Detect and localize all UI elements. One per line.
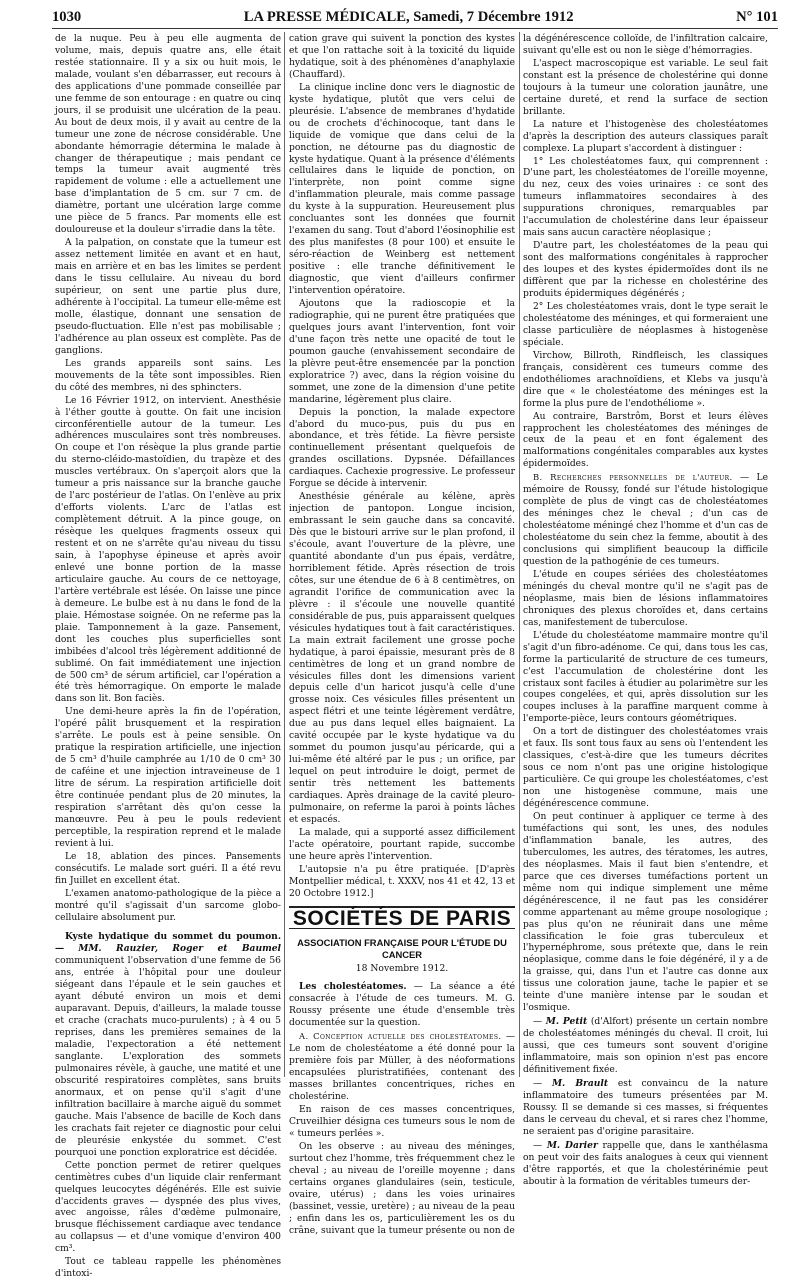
paragraph: La malade, qui a supporté assez difficilement l'acte opératoire, pourtant rapide, succombe une heure après l'intervention. [289,827,515,862]
discussion-petit: — M. Petit (d'Alfort) présente un certain nombre de cholestéatomes méningés du cheval. Il croit, lui aussi, que ces tumeurs sont souvent d'origine inflammatoire, mais son opinion n'est pas encore définitivement fixée. [523,1016,768,1076]
subsection-label: A. Conception actuelle des cholestéatomes. [299,1031,502,1042]
paragraph: — La séance a été consacrée à l'étude de ces tumeurs. M. G. Roussy présente une étude d'ensemble très documentée sur la question. [289,982,516,1029]
session-date: 18 Novembre 1912. [355,963,449,975]
subsection-label: B. Recherches personnelles de l'auteur. [533,472,733,483]
page-number: 1030 [52,8,82,25]
paragraph: — Le nom de cholestéatome a été donné pour la première fois par Müller, à des néoformations encapsulées pluristratifiées, contenant des masses brillantes concentriques, riches en cholestérine. [289,1032,516,1103]
section-heading: SOCIÉTÉS DE PARIS [292,906,512,930]
paragraph: L'étude du cholestéatome mammaire montre qu'il s'agit d'un fibro-adénome. Ce qui, dans tous les cas, forme la particularité de structure de ces tumeurs, c'est l'accumulation de cholestérine dont les cristaux sont faciles à étudier au polarimètre sur les coupes congelées, et qui, après dissolution sur les coupes incluses à la paraffine marquent comme à l'emporte-pièce, leurs contours géométriques. [523,630,768,725]
paragraph: La clinique incline donc vers le diagnostic de kyste hydatique, plutôt que vers celui de pleurésie. L'absence de membranes d'hydatide ou de crochets d'échinocoque, tant dans le liquide de vomique que dans celui de la ponction, ne détourne pas du diagnostic de kyste hydatique. Quant à la présence d'éléments cellulaires dans le liquide de ponction, on l'interprète, non point comme signe d'inflammation pleurale, mais comme passage du kyste à la suppuration. Heureusement plus concluantes sont les données que fournit l'examen du sang. Tout d'abord l'éosinophilie est des plus manifestes (8 pour 100) et ensuite le séro-réaction de Weinberg est nettement positive : elle tranche définitivement le diagnostic, que vient d'ailleurs confirmer l'intervention opératoire. [289,82,515,297]
column-divider-2 [519,32,520,1077]
paragraph: L'examen anatomo-pathologique de la pièce a montré qu'il s'agissait d'un sarcome globo-cellulaire absolument pur. [55,888,281,923]
paragraph: Tout ce tableau rappelle les phénomènes d'intoxi- [55,1257,281,1280]
speaker-name: M. Brault [551,1077,609,1089]
paragraph: En raison de ces masses concentriques, Cruveilhier désigna ces tumeurs sous le nom de « tumeurs perlées ». [289,1104,515,1139]
paragraph: Les grands appareils sont sains. Les mouvements de la tête sont impossibles. Rien du côté des membres, ni des sphincters. [55,358,281,393]
paragraph: la dégénérescence colloïde, de l'infiltration calcaire, suivant qu'elle est ou non le siège d'hémorragies. [523,34,768,56]
speaker-name: M. Petit [545,1016,588,1028]
paragraph: Le 16 Février 1912, on intervient. Anesthésie à l'éther goutte à goutte. On fait une incision circonférentielle autour de la tumeur. Les adhérences musculaires sont très nombreuses. On coupe et l'on résèque la plus grande partie du sterno-cléido-mastoïdien, du trapèze et des muscles vertébraux. On s'aperçoit alors que la tumeur a pris naissance sur la branche gauche de l'arc postérieur de l'atlas. On l'enlève au prix d'efforts violents. L'arc de l'atlas est complètement détruit. A la pince gouge, on résèque les quelques fragments osseux qui restent et on ne s'arrête qu'au niveau du tissu sain, à l'apophyse épineuse et après avoir enlevé une bonne portion de la masse articulaire gauche. Au cours de ce nettoyage, l'artère vertébrale est lésée. On laisse une pince à demeure. Le bulbe est à nu dans le fond de la plaie. Hémostase soignée. On ne referme pas la plaie. Tamponnement à la gaze. Pansement, dont les couches plus superficielles sont imbibées d'alcool très légèrement additionné de sublimé. On fait immédiatement une injection de 500 cm³ de sérum artificiel, car l'opération a été très hémorragique. On emporte le malade dans son lit. Bon faciès. [55,395,281,705]
discussion-darier: — M. Darier rappelle que, dans le xanthélasma on peut voir des faits analogues à ceux qui viennent d'être rapportés, et que la cholestérinémie peut aboutir à la formation de véritables tumeurs der- [523,1139,769,1187]
journal-line: LA PRESSE MÉDICALE, Samedi, 7 Décembre 1912 [243,8,574,25]
paragraph: On les observe : au niveau des méninges, surtout chez l'homme, très fréquemment chez le cheval ; au niveau de l'oreille moyenne ; dans certains organes glandulaires (sein, testicule, ovaire, utérus) ; dans les voies urinaires (bassinet, vessie, uretère) ; au niveau de la peau ; enfin dans les os, particulièrement les os du crâne, suivant que la tumeur présente ou non de [289,1141,515,1236]
authors: MM. Rauzier, Roger et Baumel [78,943,282,955]
paragraph: On peut continuer à appliquer ce terme à des tuméfactions qui sont, les unes, des nodules d'inflammation banale, les autres, des tuberculomes, les autres, des tératomes, les autres, des néoplasmes. Mais il faut bien s'entendre, et parce que ces diverses tuméfactions portent un même nom qui indique simplement une même dégénérescence, il ne faut pas les considérer comme appartenant au même groupe nosologique ; pas plus qu'on ne réunirait dans une même classification le foie gras tuberculeux et l'hypernéphrome, sous prétexte que, dans le rein néoplasique, comme dans le foie dégénéré, il y a de la graisse, qui, dans l'un et l'autre cas donne aux tissus une coloration jaune, tache le papier et se teinte d'une manière intense par le soudan et l'osmique. [523,812,768,1014]
section-title: Kyste hydatique du sommet du poumon. — [55,930,281,955]
column-3 [523,34,769,1187]
paragraph: La nature et l'histogenèse des cholestéatomes d'après la description des auteurs classiques paraît complexe. La plupart s'accordent à distinguer : [523,119,768,154]
paragraph: Depuis la ponction, la malade expectore d'abord du muco-pus, puis du pus en abondance, et très fétide. La fièvre persiste continuellement présentant quelquefois de grandes oscillations. Dypsnée. Défaillances cardiaques. Cachexie progressive. Le professeur Forgue se décide à intervenir. [289,407,515,490]
paragraph: communiquent l'observation d'une femme de 56 ans, entrée à l'hôpital pour une douleur siégeant dans l'épaule et le sein gauches et ayant débuté environ un mois et demi auparavant. Depuis, d'ailleurs, la malade tousse et crache (crachats muco-purulents) ; à 4 ou 5 reprises, dans les premières semaines de la maladie, l'expectoration a été nettement sanglante. L'exploration des sommets pulmonaires révèle, à gauche, une matité et une obscurité respiratoires complètes, sans bruits anormaux, et on pense qu'il s'agit d'une infiltration bacillaire à marche aiguë du sommet gauche. Mais l'absence de bacille de Koch dans les crachats fait rejeter ce diagnostic pour celui de pleurésie enkystée du sommet. C'est pourquoi une ponction exploratrice est décidée. [55,956,281,1158]
paragraph: 1° Les cholestéatomes faux, qui comprennent : D'une part, les cholestéatomes de l'oreille moyenne, du nez, ceux des voies urinaires : ce sont des tumeurs inflammatoires secondaires à des suppurations chroniques, remarquables par l'accumulation de cholestérine dans leur épaisseur mais sans aucun caractère néoplasique ; [523,156,768,239]
paragraph: L'étude en coupes sériées des cholestéatomes méningés du cheval montre qu'il ne s'agit pas de néoplasme, mais bien de lésions inflammatoires chroniques des plexus choroïdes et, dans certains cas, manifestement de tuberculose. [523,569,768,628]
page-header [52,6,778,29]
paragraph: Une demi-heure après la fin de l'opération, l'opéré pâlit brusquement et la respiration s'arrête. Le pouls est à peine sensible. On pratique la respiration artificielle, une injection de 5 cm³ d'huile camphrée au 1/10 de 0 cm³ 30 de caféine et une injection intraveineuse de 1 litre de sérum. La respiration artificielle doit être continuée pendant plus de 20 minutes, la respiration s'arrêtant dès qu'on cesse la manœuvre. Peu à peu le pouls redevient perceptible, la respiration reprend et le malade revient à lui. [55,707,281,849]
paragraph: On a tort de distinguer des cholestéatomes vrais et faux. Ils sont tous faux au sens où l'entendent les classiques, c'est-à-dire que les tumeurs décrites sous ce nom n'ont pas une origine histologique particulière. Ce qui groupe les cholestéatomes, c'est non une histogenèse commune, mais une dégénérescence commune. [523,727,768,810]
paragraph: Au contraire, Barstrôm, Borst et leurs élèves rapprochent les cholestéatomes des méninges de ceux de la peau et en font également des malformations congénitales comparables aux kystes épidermoïdes. [523,411,768,470]
column-divider-1 [284,32,285,1077]
section-title: Les cholestéatomes. [299,981,407,993]
paragraph: D'autre part, les cholestéatomes de la peau qui sont des malformations congénitales à rapprocher des loupes et des kystes épidermoïdes dont ils ne diffèrent que par la richesse en cholestérine des produits épidermiques dégénérés ; [523,241,768,300]
paragraph: Ajoutons que la radioscopie et la radiographie, qui ne purent être pratiquées que quelques jours avant l'intervention, font voir d'une façon très nette une opacité de tout le poumon gauche (envahissement secondaire de la plèvre peut-être ensemencée par la ponction exploratrice ?) avec, dans la région voisine du sommet, une zone de la dimension d'une petite mandarine, légèrement plus claire. [289,298,515,405]
discussion-brault: — M. Brault est convaincu de la nature inflammatoire des tumeurs présentées par M. Roussy. Il se demande si ces masses, si fréquentes dans le cerveau du cheval, et si rares chez l'homme, ne seraient pas d'origine parasitaire. [523,1077,769,1137]
paragraph: 2° Les cholestéatomes vrais, dont le type serait le cholestéatome des méninges, et qui formeraient une classe particulière de néoplasmes à histogenèse spéciale. [523,301,768,348]
section-kyste [55,931,281,1160]
section-cholesteatomes [289,981,515,1030]
issue-number: N° 101 [736,8,778,25]
column-2 [289,34,516,1236]
paragraph: L'autopsie n'a pu être pratiquée. [D'après Montpellier médical, t. XXXV, nos 41 et 42, 13 et 20 Octobre 1912.] [289,864,515,899]
speaker-name: M. Darier [546,1139,598,1151]
paragraph: de la nuque. Peu à peu elle augmenta de volume, mais, depuis quatre ans, elle était restée stationnaire. Il y a six ou huit mois, le malade, voulant s'en débarrasser, eut recours à des applications d'une pommade conseillée par une femme de son entourage : en quatre ou cinq jours, il se produisit une ulcération de la peau. Au bout de deux mois, il y avait au centre de la tumeur une zone de nécrose considérable. Une abondante hémorragie détermina le malade à changer de thérapeutique ; mais pendant ce temps la tumeur avait augmenté très rapidement de volume : elle a actuellement une base d'implantation de 5 cm. sur 7 cm. de diamètre, portant une ulcération large comme une pièce de 5 francs. Par moments elle est douloureuse et la douleur s'irradie dans la tête. [55,34,281,236]
paragraph: est convaincu de la nature inflammatoire des tumeurs présentées par M. Roussy. Il se demande si ces masses, si fréquentes dans le cerveau du cheval, et si rares chez l'homme, ne seraient pas d'origine parasitaire. [523,1078,769,1137]
paragraph: cation grave qui suivent la ponction des kystes et que l'on rattache soit à la toxicité du liquide hydatique, soit à des phénomènes d'anaphylaxie (Chauffard). [289,34,515,80]
paragraph: (d'Alfort) présente un certain nombre de cholestéatomes méningés du cheval. Il croit, lui aussi, que ces tumeurs sont souvent d'origine inflammatoire, mais son opinion n'est pas encore définitivement fixée. [523,1017,768,1076]
subsection-b [523,472,768,569]
paragraph: Cette ponction permet de retirer quelques centimètres cubes d'un liquide clair renfermant quelques leucocytes dégénérés. Elle est suivie d'accidents graves — dyspnée des plus vives, avec angoisse, râles d'œdème pulmonaire, brusque fléchissement cardiaque avec tendance au collapsus — et d'une vomique d'environ 400 cm³. [55,1160,281,1255]
paragraph: Le 18, ablation des pinces. Pansements consécutifs. Le malade sort guéri. Il a été revu fin Juillet en excellent état. [55,851,281,886]
subsection-a [289,1031,515,1104]
paragraph: — Le mémoire de Roussy, fondé sur l'étude histologique complète de plus de vingt cas de cholestéatomes des méninges chez le cheval ; d'un cas de cholestéatome méningé chez l'homme et d'un cas de cholestéatome du sein chez la femme, aboutit à des conclusions qui simplifient beaucoup la difficile question de la pathogénie de ces tumeurs. [523,473,768,567]
paragraph: A la palpation, on constate que la tumeur est assez nettement limitée en avant et en haut, mais en arrière et en bas les limites se perdent dans le tissu cellulaire. Au niveau du bord supérieur, on sent une partie plus dure, adhérente à l'occipital. La tumeur elle-même est molle, élastique, donnant une sensation de pseudo-fluctuation. Elle n'est pas mobilisable ; l'adhérence au plan osseux est complète. Pas de ganglions. [55,238,281,356]
paragraph: L'aspect macroscopique est variable. Le seul fait constant est la présence de cholestérine qui donne toujours à la tumeur une coloration jaunâtre, une certaine dureté, et rend la surface de section brillante. [523,58,768,117]
society-title: ASSOCIATION FRANÇAISE POUR L'ÉTUDE DU CANCER [297,936,507,960]
paragraph: Anesthésie générale au kélène, après injection de pantopon. Longue incision, embrassant le sein gauche dans sa concavité. Dès que le bistouri arrive sur le plan profond, il s'écoule, avant l'ouverture de la plèvre, une quantité abondante d'un pus épais, verdâtre, horriblement fétide. Après résection de trois côtes, sur une étendue de 6 à 8 centimètres, on agrandit l'orifice de communication avec la plèvre : il s'écoule une nouvelle quantité considérable de pus, puis apparaissent quelques vésicules hydatiques tout à fait caractéristiques. La main extrait facilement une grosse poche hydatique, à paroi épaissie, mesurant près de 8 centimètres de long et un grand nombre de vésicules filles dont les dimensions varient depuis celle d'un haricot jusqu'à celle d'une grosse noix. Ces vésicules filles présentent un aspect flétri et une teinte légèrement verdâtre, due au pus dans lequel elles baignaient. La cavité occupée par le kyste hydatique va du sommet du poumon jusqu'au péricarde, qui a lui-même été altéré par le pus ; un orifice, par lequel on peut introduire le doigt, permet de sentir très nettement les battements cardiaques. Après drainage de la cavité pleuro-pulmonaire, on referme la paroi à points lâches et espacés. [289,492,515,825]
paragraph: rappelle que, dans le xanthélasma on peut voir des faits analogues à ceux qui viennent d'être rapportés, et que la cholestérinémie peut aboutir à la formation de véritables tumeurs der- [523,1140,769,1187]
paragraph: Virchow, Billroth, Rindfleisch, les classiques français, considèrent ces tumeurs comme des endothéliomes arachnoïdiens, et Klebs va jusqu'à dire que « le cholestéatome des méninges est la forme la plus pure de l'endothéliome ». [523,350,768,409]
column-1 [55,34,282,1280]
